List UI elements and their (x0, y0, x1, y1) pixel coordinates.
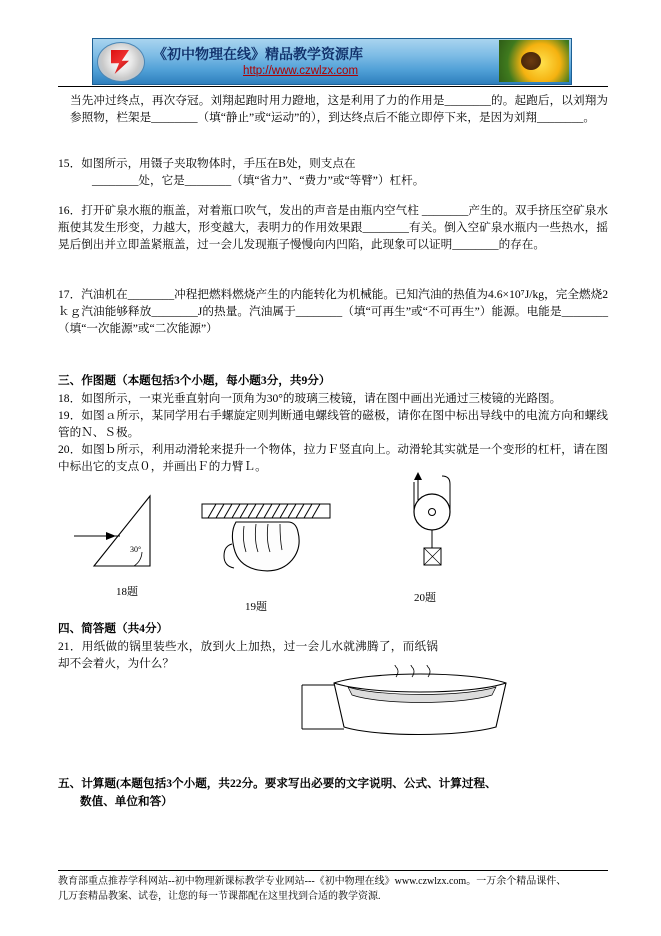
sunflower-image (499, 40, 569, 82)
section-4-title: 四、简答题（共4分） (58, 622, 169, 635)
question-15-line2: ________处，它是________（填“省力”、“费力”或“等臂”）杠杆。 (92, 174, 425, 187)
footer-divider (58, 870, 608, 871)
question-16: 16．打开矿泉水瓶的瓶盖，对着瓶口吹气，发出的声音是由瓶内空气柱 ________产生的。双手挤压空矿泉水瓶使其发生形变，力越大，形变越大，表明力的作用效果跟________有关。倒入空矿泉水瓶内一些热水，摇晃后倒出并立即盖紧瓶盖，过一会儿发现瓶子慢慢向内凹陷，此现象可以证明________的存在。 (58, 204, 608, 251)
figure-19-solenoid-hand (196, 492, 336, 584)
figure-20-pulley (380, 470, 490, 580)
section-5-title-line1: 五、计算题(本题包括3个小题，共22分。要求写出必要的文字说明、公式、计算过程、 (58, 777, 497, 790)
site-banner (92, 38, 572, 85)
header-divider (58, 86, 608, 87)
figure-18-prism (72, 492, 182, 572)
figure-18-caption: 18题 (116, 586, 138, 598)
section-5-title-line2: 数值、单位和答） (80, 795, 173, 808)
figure-19-caption: 19题 (245, 601, 267, 613)
figure-20-caption: 20题 (414, 592, 436, 604)
footer-line-1: 教育部重点推荐学科网站--初中物理新课标教学专业网站---《初中物理在线》www.czwlzx.com。一万余个精品课件、 (58, 876, 567, 887)
question-19: 19．如图ａ所示，某同学用右手螺旋定则判断通电螺线管的磁极，请你在图中标出导线中的电流方向和螺线管的Ｎ、Ｓ极。 (58, 409, 608, 439)
flame-logo-icon (97, 42, 145, 82)
page-footer (58, 874, 610, 904)
question-14-continuation: 当先冲过终点，再次夺冠。刘翔起跑时用力蹬地，这是利用了力的作用是________的。起跑后，以刘翔为参照物，栏架是________（填“静止”或“运动”的），到达终点后不能立即停下来，是因为刘翔________。 (70, 94, 608, 124)
figure-21-paper-pot (300, 665, 530, 745)
section-3-title: 三、作图题（本题包括3个小题，每小题3分，共9分） (58, 374, 331, 387)
question-15-line1: 15．如图所示，用镊子夹取物体时，手压在B处，则支点在 (58, 157, 356, 170)
question-18: 18．如图所示，一束光垂直射向一顶角为30°的玻璃三棱镜，请在图中画出光通过三棱镜的光路图。 (58, 392, 562, 405)
question-20: 20．如图ｂ所示，利用动滑轮来提升一个物体，拉力Ｆ竖直向上。动滑轮其实就是一个变形的杠杆，请在图中标出它的支点０，并画出Ｆ的力臂Ｌ。 (58, 443, 608, 473)
banner-url[interactable]: http://www.czwlzx.com (243, 65, 359, 77)
question-21: 21．用纸做的锅里装些水，放到火上加热，过一会儿水就沸腾了，而纸锅却不会着火，为什么？ (58, 640, 438, 670)
footer-line-2: 几万套精品教案、试卷，让您的每一节课都配在这里找到合适的教学资源. (58, 891, 381, 902)
svg-text:30°: 30° (130, 545, 142, 554)
banner-title: 《初中物理在线》精品教学资源库 (153, 48, 363, 63)
question-17: 17．汽油机在________冲程把燃料燃烧产生的内能转化为机械能。已知汽油的热值为4.6×10⁷J/kg，完全燃烧2ｋｇ汽油能够释放________J的热量。汽油属于________（填“可再生”或“不可再生”）能源。电能是________（填“一次能源”或“二次能源”） (58, 288, 608, 335)
